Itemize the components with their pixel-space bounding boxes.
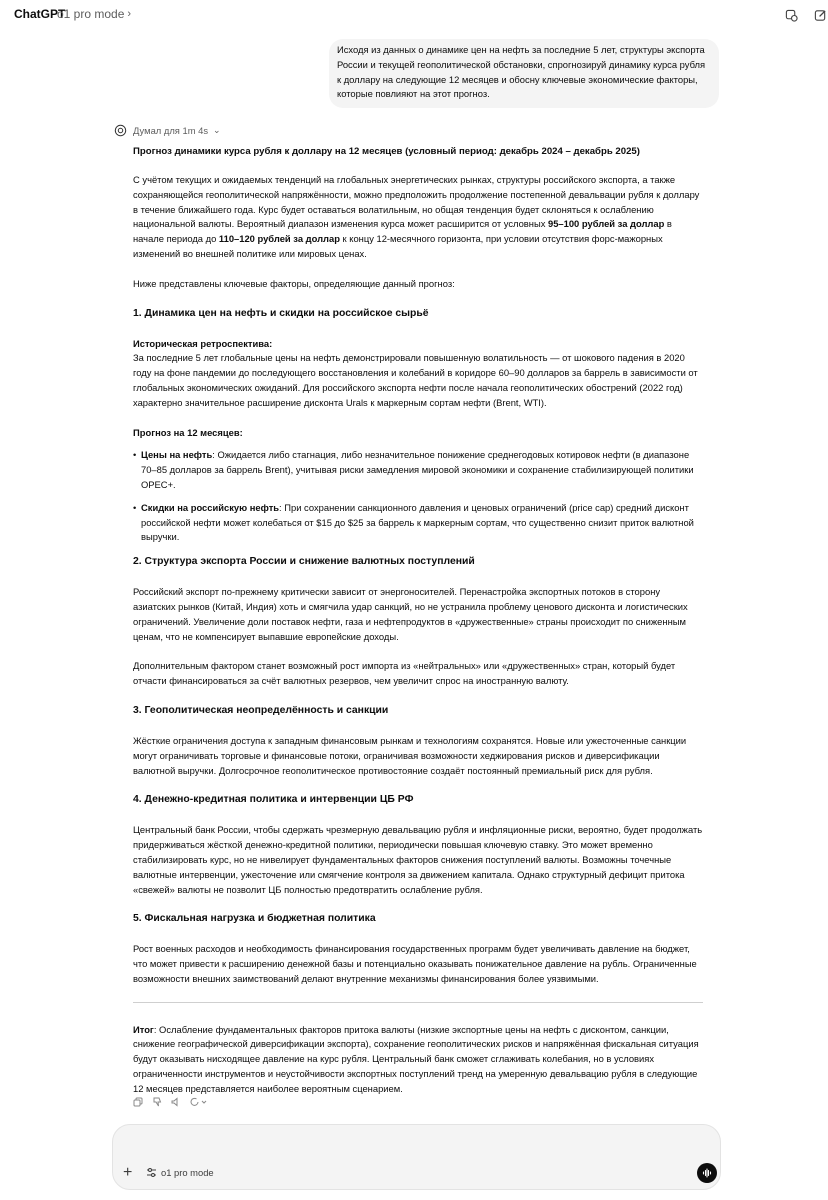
copy-icon[interactable]: [132, 1096, 143, 1107]
tools-label: o1 pro mode: [161, 1167, 214, 1178]
intro-text-a: С учётом текущих и ожидаемых тенденций на глобальных энергетических рынках, структуры российского экспорта, а также сохраняющейся геополитической напряжённости, можно предположить продолжение постепенной девальвации рубля к доллару в течение ближайшего года. Курс будет оставаться волатильным, но общая тенденция будет склоняться к ослаблению национальной валюты. Вероятный диапазон изменения курса может расширится от условных: [133, 174, 700, 230]
thinking-label: Думал для 1m 4s: [133, 125, 209, 136]
forecast-label: [133, 426, 703, 441]
read-aloud-icon[interactable]: [170, 1096, 181, 1107]
list-item: [133, 501, 703, 545]
tools-button[interactable]: [146, 1167, 214, 1178]
summary-paragraph: [133, 1023, 703, 1097]
section-1-title: 1. Динамика цен на нефть и скидки на российское сырьё: [133, 307, 429, 319]
attach-plus-icon[interactable]: +: [123, 1164, 133, 1181]
assistant-response: [133, 145, 703, 1112]
summary-label: Итог: [133, 1023, 154, 1035]
edit-icon[interactable]: [810, 5, 828, 25]
thumbs-down-icon[interactable]: [151, 1096, 162, 1107]
intro-bold-2: 110–120 рублей за доллар: [218, 233, 340, 245]
forecast-list: [133, 448, 703, 545]
forecast-label-text: Прогноз на 12 месяцев:: [133, 426, 243, 438]
new-window-icon[interactable]: [781, 5, 801, 25]
regenerate-icon[interactable]: [189, 1096, 207, 1107]
section-5-title: 5. Фискальная нагрузка и бюджетная политика: [133, 913, 376, 925]
response-title: Прогноз динамики курса рубля к доллару на 12 месяцев (условный период: декабрь 2024 – декабрь 2025): [133, 146, 640, 157]
section-2-title: 2. Структура экспорта России и снижение валютных поступлений: [133, 556, 475, 568]
section-4-paragraph: Центральный банк России, чтобы сдержать чрезмерную девальвацию рубля и инфляционные риски, вероятно, будет продолжать придерживаться жёсткой денежно-кредитной политики, периодически повышая ключевую ставку. Это может временно стабилизировать курс, но не нивелирует фундаментальных факторов снижения поступлений валюты. Возможны точечные валютные интервенции, ужесточение или смягчение контроля за движением капитала. Однако структурный дефицит притока «свежей» валюты не позволит ЦБ полностью предотвратить ослабление рубля.: [133, 824, 703, 895]
top-bar: [0, 0, 828, 30]
bullet-label: Скидки на российскую нефть: [141, 501, 280, 513]
bullet-label: Цены на нефть: [141, 449, 213, 461]
section-3-paragraph: Жёсткие ограничения доступа к западным финансовым рынкам и технологиям сохранятся. Новые или ужесточенные санкции могут ограничивать торговые и финансовые потоки, ограничивая возможности хеджирования рисков и диверсификации валютной выручки. Долгосрочное геополитическое противостояние создаёт постоянный премиальный риск для рубля.: [133, 734, 687, 776]
section-5-paragraph: Рост военных расходов и необходимость финансирования государственных программ будет увеличивать давление на бюджет, что может привести к расширению денежной базы и потенциально оказывать понижательное давление на рубль. Ограниченные возможности внешних заимствований делают внутренние механизмы финансирования более уязвимыми.: [133, 943, 697, 984]
retro-paragraph: За последние 5 лет глобальные цены на нефть демонстрировали повышенную волатильность — от шокового падения в 2020 году на фоне пандемии до последующего восстановления и колебаний в коридоре 60–90 долларов за баррель в зависимости от глобальных экономических ожиданий. Для российского экспорта нефти после начала геополитических обострений (2022 год) характерно значительное расширение дисконта Urals к маркерным сортам нефти (Brent, WTI).: [133, 352, 698, 408]
summary-text: : Ослабление фундаментальных факторов притока валюты (низкие экспортные цены на нефть с дисконтом, санкции, снижение географической диверсификации экспорта), сохранение геополитических рисков и напряжённая фискальная ситуация будут оказывать нисходящее давление на курс рубля. Центральный банк сможет сглаживать колебания, но в условиях ограниченности инструментов и неустойчивости экспортных поступлений тренд на умеренную девальвацию рубля в следующие 12 месяцев представляется наиболее вероятным сценарием.: [133, 1023, 699, 1094]
retro-label: [133, 337, 703, 352]
bullet-text: : Ожидается либо стагнация, либо незначительное понижение среднегодовых котировок нефти (в диапазоне 70–85 долларов за баррель Brent), учитывая риски замедления мировой экономики и сохранение стабилизирующей политики OPEC+.: [141, 449, 694, 490]
bullet-text: : При сохранении санкционного давления и ценовых ограничений (price cap) средний дисконт российской нефти может колебаться от $15 до $25 за баррель к маркерным сортам, что существенно снизит приток валютной выручки.: [141, 501, 694, 543]
lead-paragraph: Ниже представлены ключевые факторы, определяющие данный прогноз:: [133, 277, 455, 289]
waveform-icon: [702, 1168, 712, 1178]
section-4-title: 4. Денежно-кредитная политика и интервенции ЦБ РФ: [133, 794, 414, 806]
intro-text-end: к концу 12-месячного горизонта, при условии отсутствия форс-мажорных изменений во внешней политике или мировых ценах.: [133, 233, 663, 259]
model-label: o1 pro mode: [57, 7, 125, 21]
chevron-right-icon: ›: [127, 8, 132, 20]
retro-label-text: Историческая ретроспектива:: [133, 337, 273, 349]
list-item: [133, 448, 703, 492]
intro-bold-1: 95–100 рублей за доллар: [547, 218, 665, 230]
message-actions: [132, 1096, 207, 1107]
intro-text-mid: в начале периода до: [133, 218, 672, 245]
section-3-title: 3. Геополитическая неопределённость и санкции: [133, 704, 389, 716]
sliders-icon: [146, 1167, 157, 1178]
section-2-paragraph-1: Российский экспорт по-прежнему критически зависит от энергоносителей. Перенастройка экспортных потоков в сторону азиатских рынков (Китай, Индия) хоть и смягчила удар санкций, но не устранила проблему ценового дисконта и логистических ограничений. Увеличение доли поставок нефти, газа и нефтепродуктов в «дружественные» страны происходит по сниженным ценам, что не компенсирует выпавшие европейские доходы.: [133, 586, 688, 642]
chevron-down-icon: ⌄: [213, 125, 221, 135]
section-2-paragraph-2: Дополнительным фактором станет возможный рост импорта из «нейтральных» или «дружественных» стран, который будет отчасти финансироваться за счёт валютных резервов, чем увеличит спрос на иностранную валюту.: [133, 660, 676, 687]
divider: [133, 1002, 703, 1003]
user-message: Исходя из данных о динамике цен на нефть за последние 5 лет, структуры экспорта России и текущей геополитической обстановки, спрогнозируй динамику курса рубля к доллару на следующие 12 месяцев и обосну ключевые экономические факторы, которые повлияют на этот прогноз.: [329, 39, 719, 108]
voice-mode-button[interactable]: [697, 1163, 717, 1183]
app-title: ChatGPT: [14, 7, 66, 21]
thinking-toggle[interactable]: [114, 124, 221, 137]
message-composer[interactable]: [112, 1124, 721, 1190]
model-selector[interactable]: [57, 7, 131, 21]
intro-paragraph: [133, 173, 703, 262]
chatgpt-logo-icon: [114, 124, 127, 137]
